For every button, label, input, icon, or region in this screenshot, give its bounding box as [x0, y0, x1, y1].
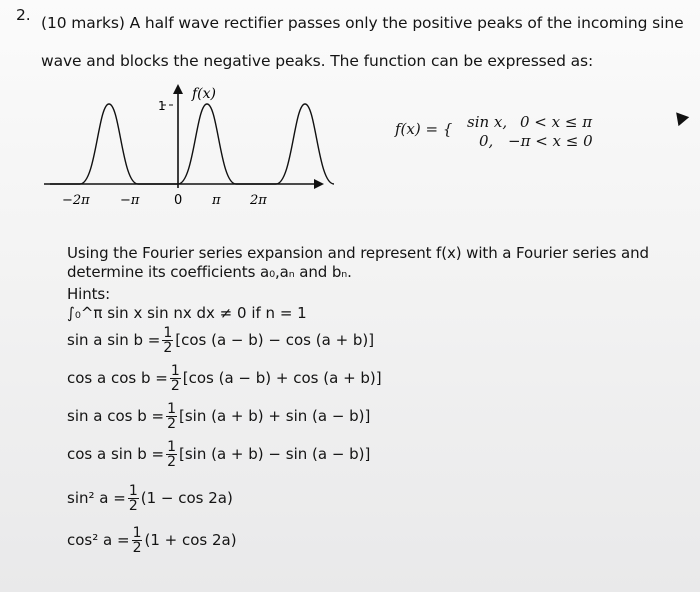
function-label: f(x)	[192, 86, 217, 102]
hint-identity-5	[67, 484, 233, 513]
definition-case-2-cond: −π < x ≤ 0	[508, 132, 593, 150]
task-line-1: Using the Fourier series expansion and represent f(x) with a Fourier series and	[67, 244, 649, 262]
definition-case-2-expr: 0,	[479, 132, 494, 150]
y-tick-label: 1	[158, 99, 166, 113]
hint-rhs: (1 − cos 2a)	[140, 489, 233, 507]
half-fraction: $\frac{1}{2}$	[128, 483, 138, 514]
hint-lhs: sin² a =	[67, 489, 126, 507]
hint-rhs: [sin (a + b) − sin (a − b)]	[179, 445, 371, 463]
half-fraction: $\frac{1}{2}$	[163, 325, 173, 356]
definition-case-1-cond: 0 < x ≤ π	[520, 113, 593, 131]
half-wave-graph	[40, 80, 340, 210]
y-axis-arrow	[173, 84, 183, 94]
x-tick-label: π	[212, 193, 221, 208]
hint-rhs: (1 + cos 2a)	[144, 531, 237, 549]
x-axis-arrow	[314, 179, 324, 189]
hint-identity-4	[67, 440, 370, 469]
x-tick-label: −2π	[62, 193, 90, 208]
hint-rhs: [cos (a − b) + cos (a + b)]	[182, 369, 382, 387]
half-fraction: $\frac{1}{2}$	[132, 525, 142, 556]
wave-curve	[50, 104, 334, 184]
task-line-2: determine its coefficients a₀,aₙ and bₙ.	[67, 263, 352, 281]
hint-rhs: [sin (a + b) + sin (a − b)]	[179, 407, 371, 425]
x-tick-label: 2π	[250, 193, 267, 208]
question-number: 2.	[16, 6, 31, 24]
x-tick-label: 0	[174, 193, 183, 208]
hint-lhs: cos² a =	[67, 531, 130, 549]
half-fraction: $\frac{1}{2}$	[170, 363, 180, 394]
hint-identity-6	[67, 526, 237, 555]
hint-lhs: sin a sin b =	[67, 331, 161, 349]
question-line-1: (10 marks) A half wave rectifier passes only the positive peaks of the incoming sine	[41, 14, 684, 32]
half-fraction: $\frac{1}{2}$	[167, 401, 177, 432]
hint-lhs: sin a cos b =	[67, 407, 165, 425]
hint-identity-1	[67, 326, 374, 355]
mouse-cursor-icon	[671, 108, 689, 126]
hint-rhs: [cos (a − b) − cos (a + b)]	[175, 331, 375, 349]
question-line-2: wave and blocks the negative peaks. The function can be expressed as:	[41, 52, 594, 70]
hint-identity-2	[67, 364, 382, 393]
x-tick-label: −π	[120, 193, 140, 208]
hints-label: Hints:	[67, 285, 111, 303]
hint-lhs: cos a cos b =	[67, 369, 168, 387]
definition-lhs: f(x) = {	[395, 120, 453, 138]
half-fraction: $\frac{1}{2}$	[167, 439, 177, 470]
hint-lhs: cos a sin b =	[67, 445, 165, 463]
hint-identity-3	[67, 402, 370, 431]
hint-integral: ∫₀^π sin x sin nx dx ≠ 0 if n = 1	[67, 304, 307, 322]
definition-case-1-expr: sin x,	[467, 113, 508, 131]
